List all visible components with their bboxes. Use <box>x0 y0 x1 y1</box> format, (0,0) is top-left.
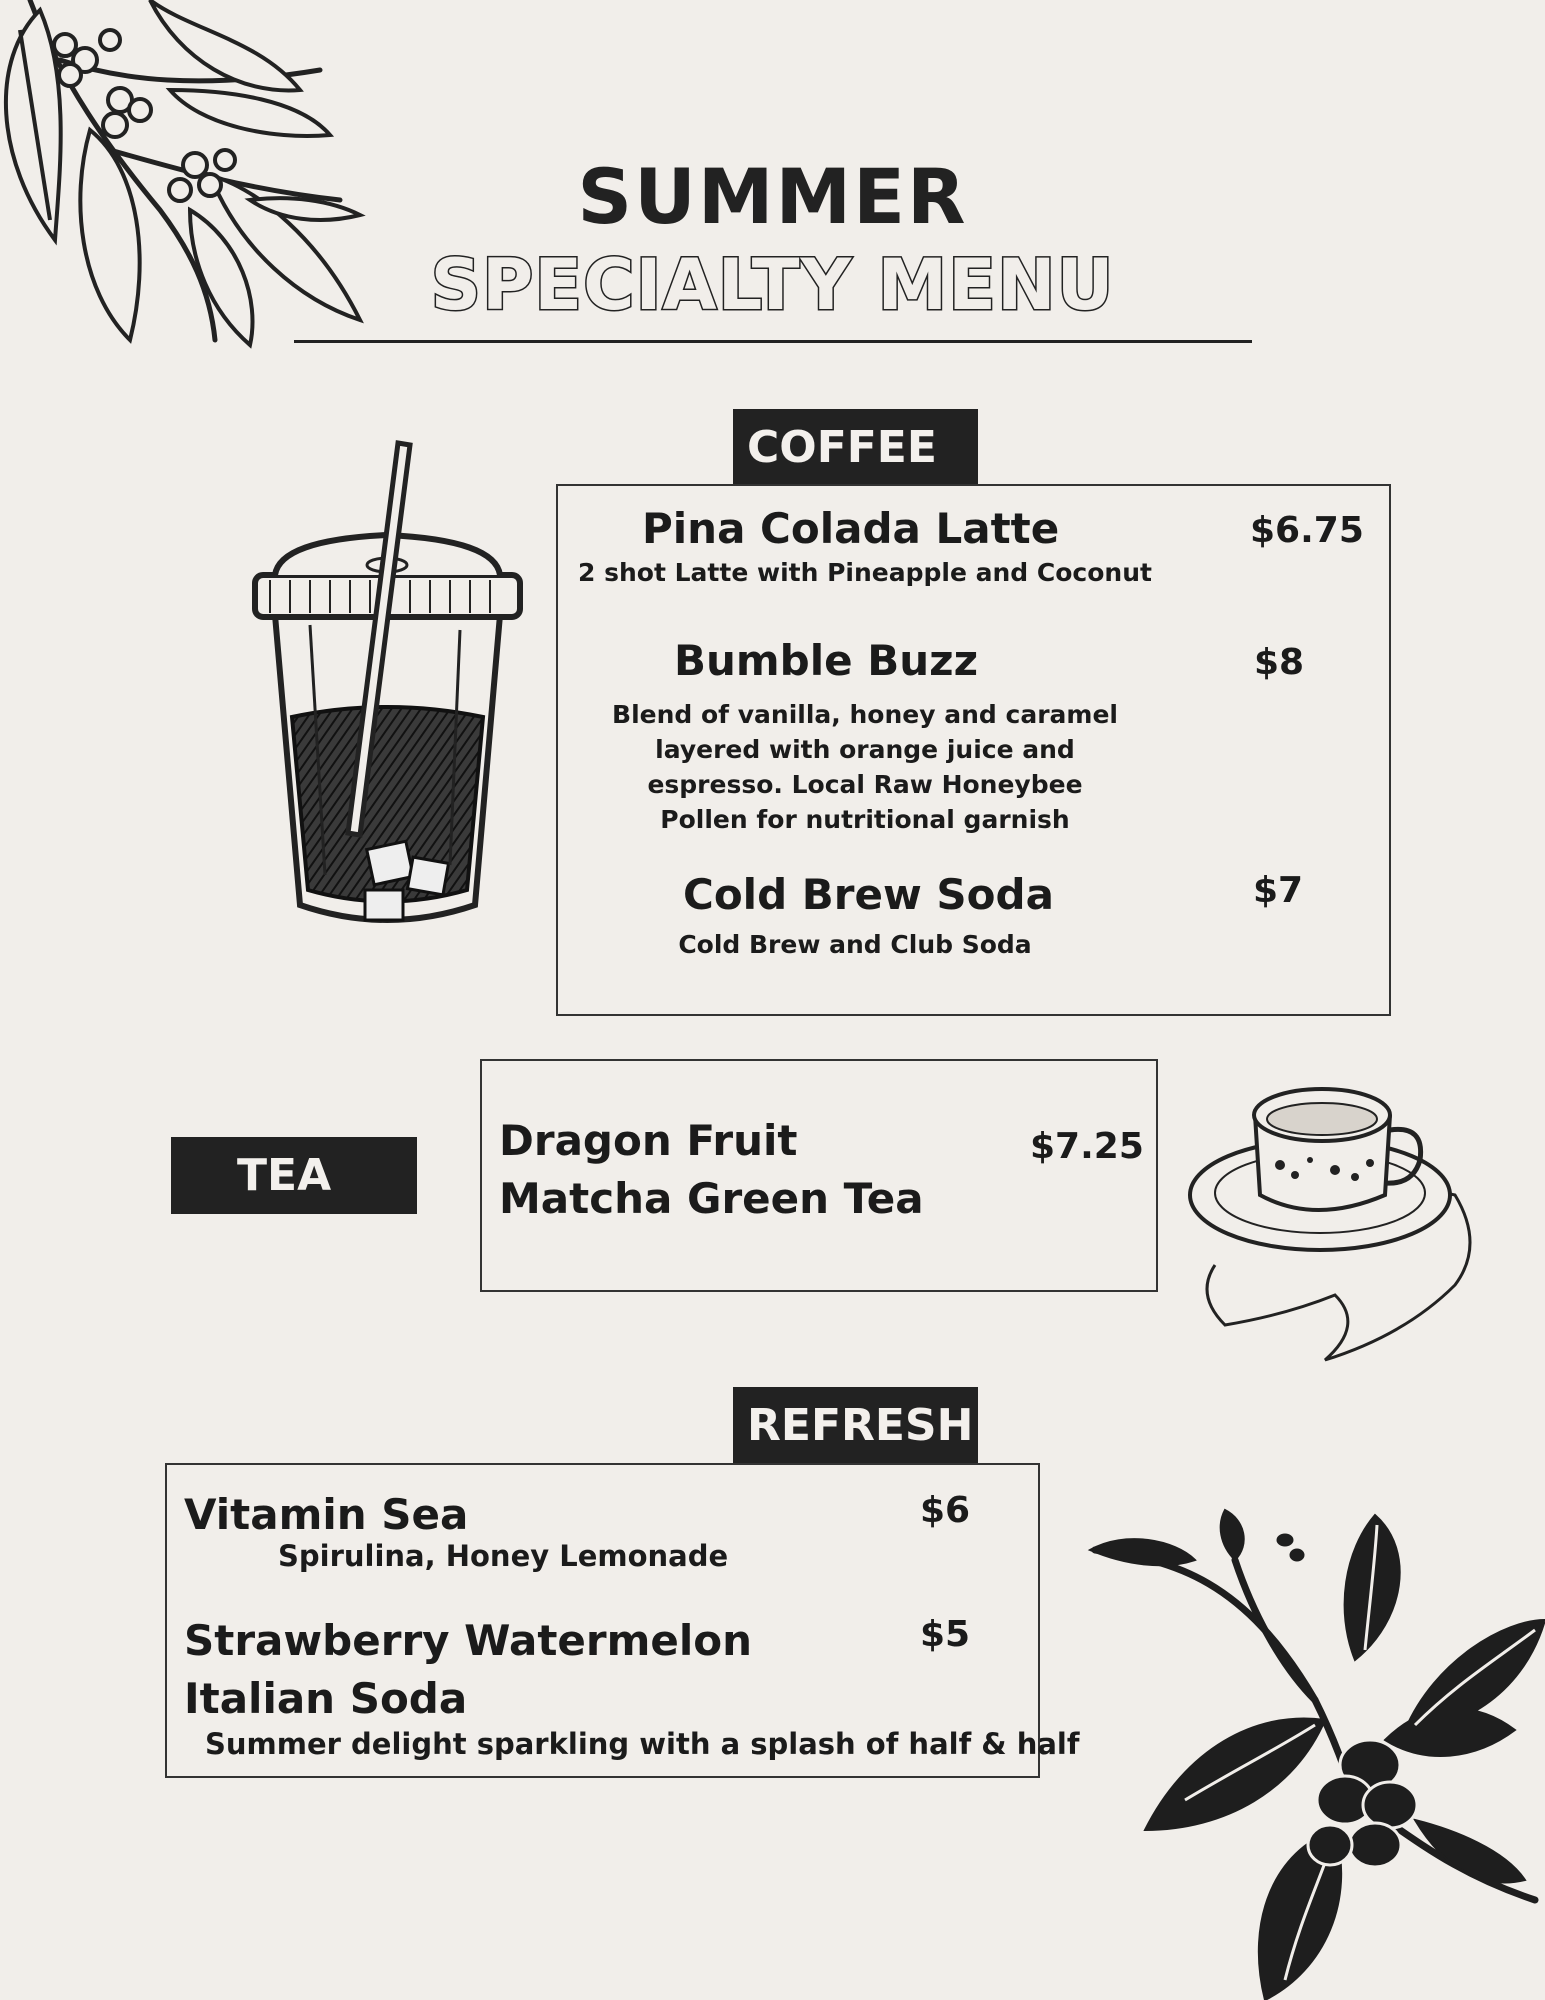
menu-item-name: Cold Brew Soda <box>683 870 1054 919</box>
iced-coffee-cup-icon <box>250 435 525 935</box>
coffee-label-text: COFFEE <box>747 421 937 473</box>
menu-item-name: Pina Colada Latte <box>642 504 1060 553</box>
refresh-section-label <box>733 1387 978 1463</box>
teacup-saucer-icon <box>1185 1065 1485 1365</box>
menu-item-price: $6 <box>920 1490 971 1531</box>
menu-item-name: Dragon Fruit Matcha Green Tea <box>499 1116 924 1223</box>
menu-item-price: $5 <box>920 1614 971 1655</box>
menu-item-name: Bumble Buzz <box>674 636 979 685</box>
menu-item-price: $6.75 <box>1250 510 1364 551</box>
page-title: SUMMER <box>577 152 968 241</box>
refresh-label-text: REFRESH <box>747 1399 974 1451</box>
menu-item-description: 2 shot Latte with Pineapple and Coconut <box>578 558 1152 587</box>
menu-item-description: Cold Brew and Club Soda <box>678 930 1032 959</box>
page-subtitle: SPECIALTY MENU <box>430 244 1115 326</box>
title-divider <box>294 340 1252 343</box>
menu-item-price: $7.25 <box>1030 1126 1144 1167</box>
coffee-section-label <box>733 409 978 485</box>
coffee-plant-icon <box>1085 1500 1545 2000</box>
menu-item-description: Summer delight sparkling with a splash of half & half <box>205 1727 1080 1761</box>
tea-section-label <box>171 1137 417 1214</box>
menu-item-description: Blend of vanilla, honey and caramel layered with orange juice and espresso. Local Raw Honeybee Pollen for nutritional garnish <box>612 700 1118 834</box>
menu-item-description: Spirulina, Honey Lemonade <box>278 1539 729 1573</box>
menu-item-name: Strawberry Watermelon Italian Soda <box>184 1616 753 1723</box>
menu-item-price: $8 <box>1254 642 1305 683</box>
tea-label-text: TEA <box>237 1150 332 1201</box>
menu-item-name: Vitamin Sea <box>184 1490 469 1539</box>
menu-item-price: $7 <box>1253 870 1304 911</box>
